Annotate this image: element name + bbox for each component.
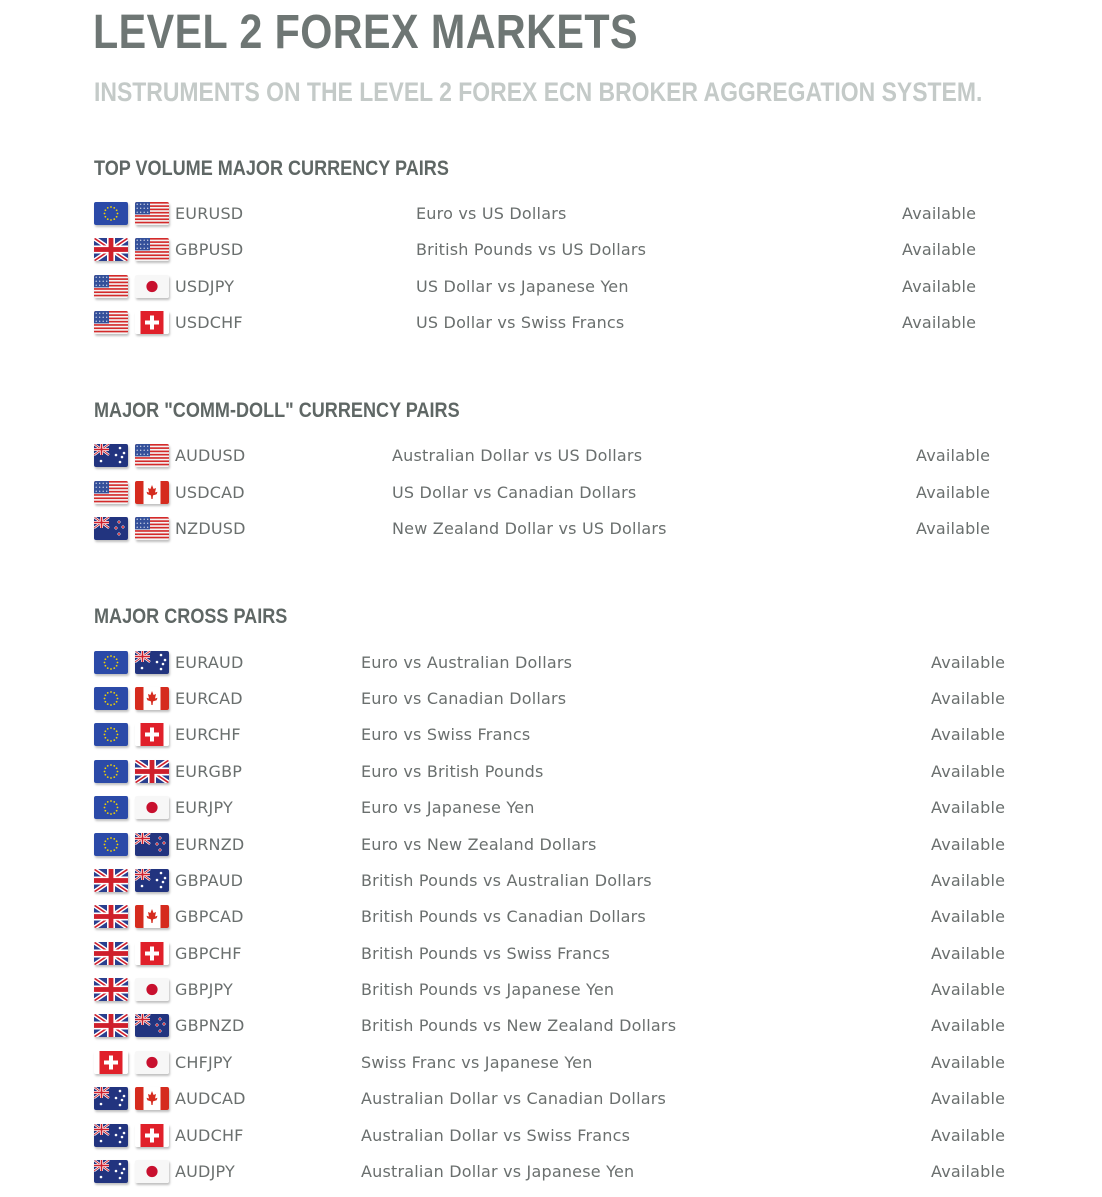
instrument-description: US Dollar vs Swiss Francs xyxy=(416,313,625,332)
section-heading: TOP VOLUME MAJOR CURRENCY PAIRS xyxy=(94,157,449,180)
ch-flag-icon xyxy=(135,311,169,334)
instrument-symbol: EURCHF xyxy=(175,725,241,744)
us-flag-icon xyxy=(135,202,169,225)
instrument-symbol: GBPNZD xyxy=(175,1016,245,1035)
us-flag-icon xyxy=(94,311,128,334)
us-flag-icon xyxy=(135,444,169,467)
instrument-symbol: GBPCAD xyxy=(175,907,244,926)
jp-flag-icon xyxy=(135,1051,169,1074)
instrument-description: New Zealand Dollar vs US Dollars xyxy=(392,519,667,538)
uk-flag-icon xyxy=(94,978,128,1001)
instrument-symbol: AUDCAD xyxy=(175,1089,246,1108)
instrument-description: US Dollar vs Japanese Yen xyxy=(416,277,629,296)
instrument-description: Australian Dollar vs US Dollars xyxy=(392,446,643,465)
availability-status: Available xyxy=(902,313,977,332)
ca-flag-icon xyxy=(135,687,169,710)
uk-flag-icon xyxy=(135,760,169,783)
availability-status: Available xyxy=(916,519,991,538)
ca-flag-icon xyxy=(135,905,169,928)
section-heading: MAJOR CROSS PAIRS xyxy=(94,605,288,628)
availability-status: Available xyxy=(931,835,1006,854)
availability-status: Available xyxy=(931,762,1006,781)
instrument-symbol: AUDJPY xyxy=(175,1162,235,1181)
instrument-description: Euro vs Australian Dollars xyxy=(361,653,573,672)
instrument-description: British Pounds vs New Zealand Dollars xyxy=(361,1016,677,1035)
availability-status: Available xyxy=(916,483,991,502)
availability-status: Available xyxy=(902,240,977,259)
au-flag-icon xyxy=(135,869,169,892)
ch-flag-icon xyxy=(135,1124,169,1147)
instrument-description: Euro vs Canadian Dollars xyxy=(361,689,567,708)
instrument-symbol: NZDUSD xyxy=(175,519,246,538)
nz-flag-icon xyxy=(135,1014,169,1037)
instrument-symbol: USDCHF xyxy=(175,313,243,332)
availability-status: Available xyxy=(931,1053,1006,1072)
ca-flag-icon xyxy=(135,1087,169,1110)
au-flag-icon xyxy=(94,1160,128,1183)
au-flag-icon xyxy=(94,444,128,467)
availability-status: Available xyxy=(931,689,1006,708)
eu-flag-icon xyxy=(94,202,128,225)
page-subtitle: INSTRUMENTS ON THE LEVEL 2 FOREX ECN BROKER AGGREGATION SYSTEM. xyxy=(94,77,983,107)
instrument-symbol: AUDUSD xyxy=(175,446,246,465)
uk-flag-icon xyxy=(94,905,128,928)
uk-flag-icon xyxy=(94,238,128,261)
ca-flag-icon xyxy=(135,481,169,504)
us-flag-icon xyxy=(135,238,169,261)
instrument-description: Australian Dollar vs Swiss Francs xyxy=(361,1126,631,1145)
instrument-symbol: USDCAD xyxy=(175,483,245,502)
eu-flag-icon xyxy=(94,760,128,783)
uk-flag-icon xyxy=(94,869,128,892)
instrument-symbol: GBPCHF xyxy=(175,944,242,963)
instrument-description: British Pounds vs Australian Dollars xyxy=(361,871,652,890)
instrument-description: British Pounds vs US Dollars xyxy=(416,240,647,259)
au-flag-icon xyxy=(135,651,169,674)
instrument-description: US Dollar vs Canadian Dollars xyxy=(392,483,637,502)
availability-status: Available xyxy=(931,798,1006,817)
eu-flag-icon xyxy=(94,651,128,674)
instrument-description: British Pounds vs Japanese Yen xyxy=(361,980,615,999)
availability-status: Available xyxy=(931,944,1006,963)
au-flag-icon xyxy=(94,1124,128,1147)
us-flag-icon xyxy=(94,481,128,504)
instrument-symbol: GBPAUD xyxy=(175,871,244,890)
instrument-description: Euro vs British Pounds xyxy=(361,762,544,781)
jp-flag-icon xyxy=(135,796,169,819)
availability-status: Available xyxy=(902,277,977,296)
instrument-description: Euro vs Swiss Francs xyxy=(361,725,531,744)
availability-status: Available xyxy=(931,725,1006,744)
nz-flag-icon xyxy=(94,517,128,540)
instrument-description: Swiss Franc vs Japanese Yen xyxy=(361,1053,593,1072)
uk-flag-icon xyxy=(94,942,128,965)
ch-flag-icon xyxy=(135,723,169,746)
eu-flag-icon xyxy=(94,796,128,819)
instrument-symbol: EURAUD xyxy=(175,653,244,672)
uk-flag-icon xyxy=(94,1014,128,1037)
instrument-symbol: EURGBP xyxy=(175,762,243,781)
jp-flag-icon xyxy=(135,275,169,298)
availability-status: Available xyxy=(931,907,1006,926)
instrument-symbol: GBPUSD xyxy=(175,240,244,259)
availability-status: Available xyxy=(931,653,1006,672)
availability-status: Available xyxy=(931,1089,1006,1108)
availability-status: Available xyxy=(931,980,1006,999)
section-heading: MAJOR "COMM-DOLL" CURRENCY PAIRS xyxy=(94,399,460,422)
instrument-description: Australian Dollar vs Japanese Yen xyxy=(361,1162,635,1181)
availability-status: Available xyxy=(902,204,977,223)
us-flag-icon xyxy=(94,275,128,298)
availability-status: Available xyxy=(931,1016,1006,1035)
instrument-description: British Pounds vs Canadian Dollars xyxy=(361,907,646,926)
au-flag-icon xyxy=(94,1087,128,1110)
instrument-description: Euro vs US Dollars xyxy=(416,204,567,223)
instrument-description: Euro vs Japanese Yen xyxy=(361,798,535,817)
instrument-description: British Pounds vs Swiss Francs xyxy=(361,944,611,963)
instrument-description: Australian Dollar vs Canadian Dollars xyxy=(361,1089,667,1108)
eu-flag-icon xyxy=(94,723,128,746)
instrument-symbol: EURJPY xyxy=(175,798,233,817)
nz-flag-icon xyxy=(135,833,169,856)
instrument-symbol: USDJPY xyxy=(175,277,235,296)
us-flag-icon xyxy=(135,517,169,540)
availability-status: Available xyxy=(916,446,991,465)
instrument-description: Euro vs New Zealand Dollars xyxy=(361,835,597,854)
jp-flag-icon xyxy=(135,1160,169,1183)
instrument-symbol: GBPJPY xyxy=(175,980,234,999)
ch-flag-icon xyxy=(135,942,169,965)
page-title: LEVEL 2 FOREX MARKETS xyxy=(93,6,638,59)
availability-status: Available xyxy=(931,871,1006,890)
instrument-symbol: EURUSD xyxy=(175,204,244,223)
instrument-symbol: CHFJPY xyxy=(175,1053,233,1072)
instrument-symbol: AUDCHF xyxy=(175,1126,244,1145)
instrument-symbol: EURCAD xyxy=(175,689,243,708)
instrument-symbol: EURNZD xyxy=(175,835,245,854)
jp-flag-icon xyxy=(135,978,169,1001)
availability-status: Available xyxy=(931,1162,1006,1181)
availability-status: Available xyxy=(931,1126,1006,1145)
eu-flag-icon xyxy=(94,687,128,710)
ch-flag-icon xyxy=(94,1051,128,1074)
eu-flag-icon xyxy=(94,833,128,856)
